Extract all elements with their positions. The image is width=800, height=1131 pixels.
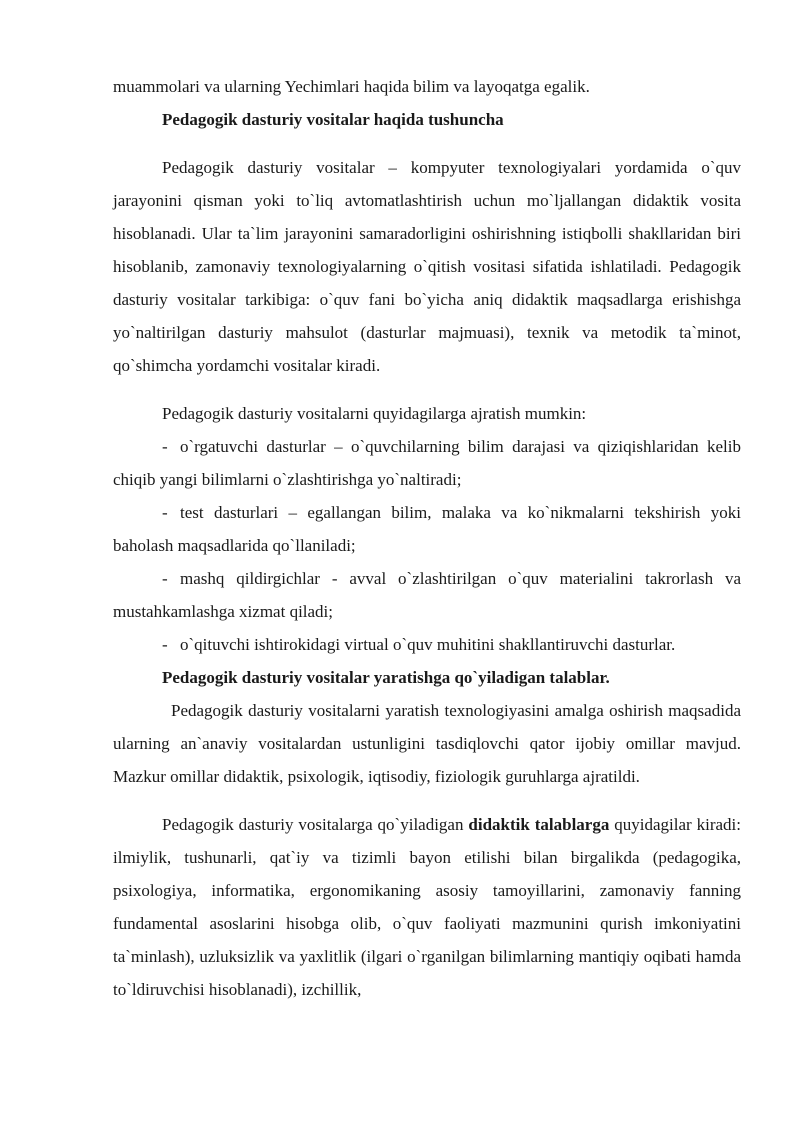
list-dash: - xyxy=(162,503,168,522)
list-dash: - xyxy=(162,569,168,588)
bold-term: didaktik talablarga xyxy=(468,815,610,834)
section-heading-2: Pedagogik dasturiy vositalar yaratishga qo`yiladigan talablar. xyxy=(162,668,610,687)
text-run: Pedagogik dasturiy vositalarga qo`yiladigan xyxy=(162,815,469,834)
text-run: quyidagilar kiradi: ilmiylik, tushunarli, qat`iy va tizimli bayon etilishi bilan birgalikda (pedagogika, psixologiya, informatika, ergonomikaning asosiy tamoyillarini, zamonaviy fanning fundamental asoslarini hisobga olib, o`quv faoliyati mazmunini qurish imkoniyatini ta`minlash), uzluksizlik va yaxlitlik (ilgari o`rganilgan bilimlarning mantiqiy oqibati hamda to`ldiruvchisi hisoblanadi), izchillik, xyxy=(113,815,741,999)
list-item xyxy=(113,430,741,496)
paragraph-classification-intro: Pedagogik dasturiy vositalarni quyidagilarga ajratish mumkin: xyxy=(162,404,587,423)
list-item xyxy=(113,496,741,562)
paragraph-continuation: muammolari va ularning Yechimlari haqida bilim va layoqatga egalik. xyxy=(113,77,590,96)
list-item-text: o`rgatuvchi dasturlar – o`quvchilarning bilim darajasi va qiziqishlaridan kelib chiqib yangi bilimlarni o`zlashtirishga yo`naltiradi; xyxy=(113,437,741,489)
section-heading-1: Pedagogik dasturiy vositalar haqida tushuncha xyxy=(162,110,504,129)
paragraph-definition: Pedagogik dasturiy vositalar – kompyuter texnologiyalari yordamida o`quv jarayonini qisman yoki to`liq avtomatlashtirish uchun mo`ljallangan didaktik vosita hisoblanadi. Ular ta`lim jarayonini samaradorligini oshirishning istiqbolli shakllaridan biri hisoblanib, zamonaviy texnologiyalarning o`qitish vositasi sifatida ishlatiladi. Pedagogik dasturiy vositalar tarkibiga: o`quv fani bo`yicha aniq didaktik maqsadlarga erishishga yo`naltirilgan dasturiy mahsulot (dasturlar majmuasi), texnik va metodik ta`minot, qo`shimcha yordamchi vositalar kiradi. xyxy=(113,158,741,375)
list-item xyxy=(113,628,741,661)
list-item-text: o`qituvchi ishtirokidagi virtual o`quv muhitini shakllantiruvchi dasturlar. xyxy=(180,635,676,654)
list-item xyxy=(113,562,741,628)
list-item-text: mashq qildirgichlar - avval o`zlashtirilgan o`quv materialini takrorlash va mustahkamlashga xizmat qiladi; xyxy=(113,569,741,621)
paragraph-advantages: Pedagogik dasturiy vositalarni yaratish texnologiyasini amalga oshirish maqsadida ularning an`anaviy vositalardan ustunligini tasdiqlovchi qator ijobiy omillar mavjud. Mazkur omillar didaktik, psixologik, iqtisodiy, fiziologik guruhlarga ajratildi. xyxy=(113,701,741,786)
paragraph-didactic-requirements xyxy=(113,808,741,1006)
list-dash: - xyxy=(162,437,168,456)
list-dash: - xyxy=(162,635,168,654)
list-item-text: test dasturlari – egallangan bilim, malaka va ko`nikmalarni tekshirish yoki baholash maqsadlarida qo`llaniladi; xyxy=(113,503,741,555)
document-page xyxy=(113,70,741,1006)
